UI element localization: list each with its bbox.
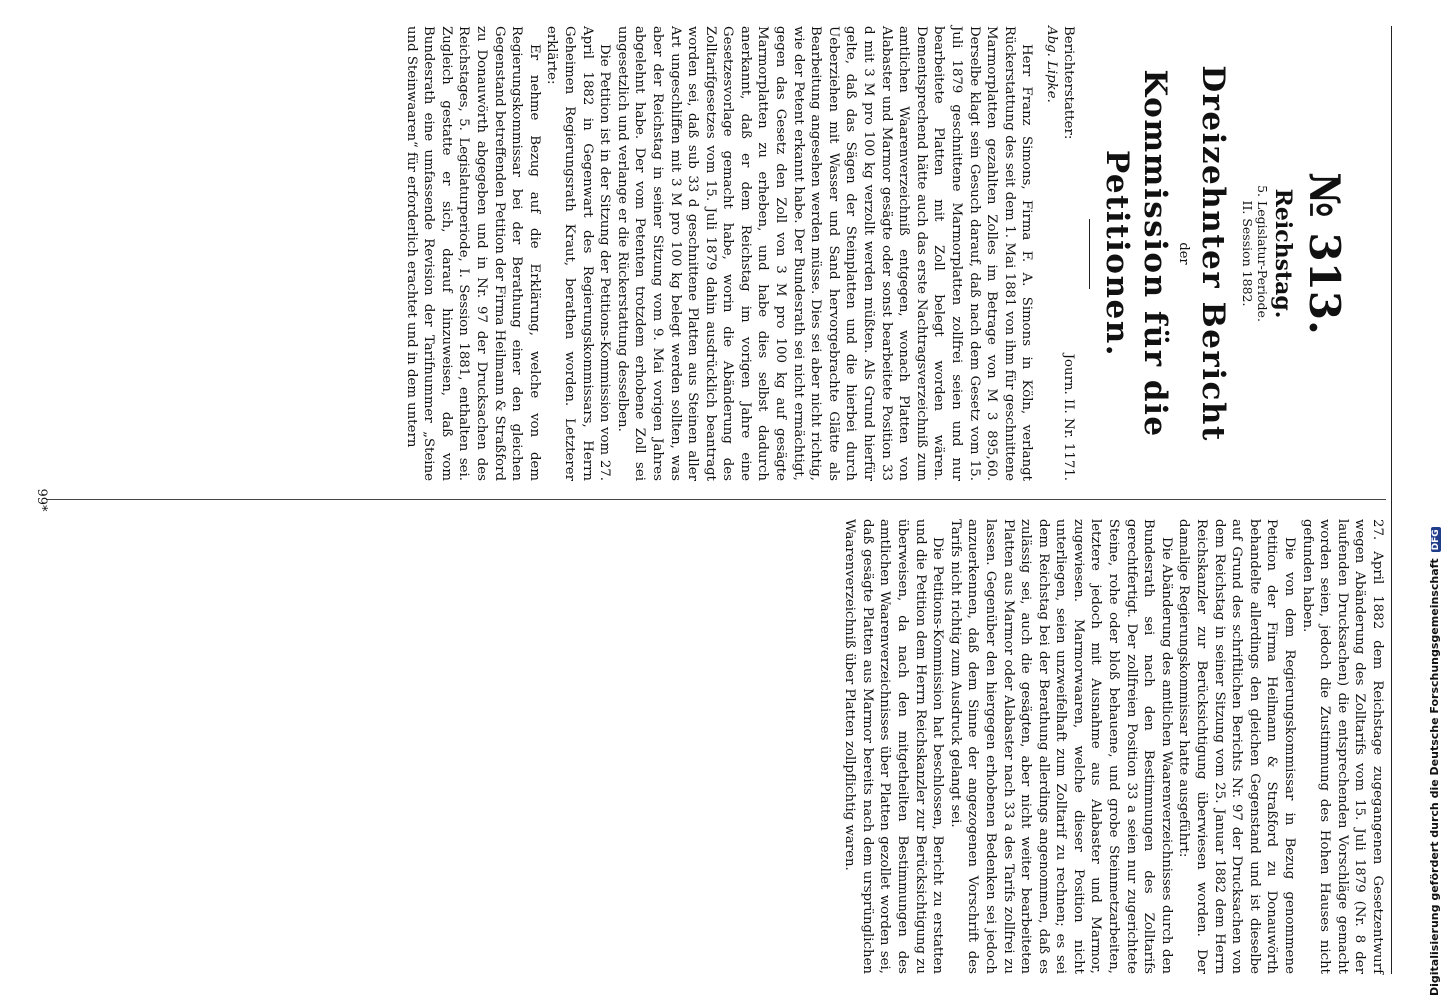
issue-number: № 313. — [1300, 172, 1349, 335]
heading-rule — [1089, 219, 1090, 289]
left-column — [402, 26, 1386, 481]
header-rule — [1391, 26, 1392, 974]
digitization-credit — [1428, 527, 1441, 996]
paragraph: Herr Franz Simons, Firma F. A. Simons in Köln, verlangt Rückerstattung des seit dem 1. Mai 1881 von ihm für geschnittene Marmorplatten gezahlten Zolles im Betrage von M 3 895,60. Derselbe klagt sein Gesuch darauf, daß nach dem Gesetz vom 15. Juli 1879 geschnittene Marmorplatten zollfrei seien und nur bearbeitete Platten mit Zoll belegt worden wären. Dementsprechend hätte auch das erste Nachtragsverzeichniß zum amtlichen Waarenverzeichniß entgegen, wonach Platten von Alabaster und Marmor gesägte oder sonst bearbeitete Position 33 d mit 3 M pro 100 kg verzollt werden müßten. Als Grund hierfür gelte, daß das Sägen der Steinplatten und die hierbei durch Ueberziehen mit Wasser und Sand hervorgebrachte Glätte als Bearbeitung angesehen werden müsse. Dies sei aber nicht richtig, wie der Petent erkannt habe. Der Bundesrath sei nicht ermächtigt, gegen das Gesetz den Zoll von 3 M pro 100 kg auf gesägte Marmorplatten zu erheben, und habe dies selbst dadurch anerkannt, daß er dem Reichstag im vorigen Jahre eine Gesetzesvorlage gemacht habe, worin die Abänderung des Zolltarifgesetzes vom 15. Juli 1879 dahin ausdrücklich beantragt worden sei, daß sub 33 d geschnittene Platten aus Steinen aller Art ungeschliffen mit 3 M pro 100 kg belegt werden sollten, was aber der Reichstag in seiner Sitzung vom 9. Mai vorigen Jahres abgelehnt habe. Der vom Petenten trotzdem erhobene Zoll sei ungesetzlich und verlange er die Rückerstattung desselben. — [614, 26, 1035, 481]
reporter-name: Abg. Lipke. — [1044, 26, 1060, 103]
report-subtitle: Kommission für die Petitionen. — [1099, 69, 1174, 438]
digitization-sidebar — [1412, 0, 1441, 1000]
digitization-credit-text: Digitalisierung gefördert durch die Deutsche Forschungsgemeinschaft — [1428, 558, 1441, 996]
dfg-logo-icon: DFG — [1431, 529, 1441, 551]
reporter — [1043, 26, 1077, 139]
body-name: Reichstag. — [1270, 188, 1296, 319]
report-meta — [1041, 26, 1077, 481]
paragraph: Die Petitions-Kommission hat beschlossen, Bericht zu erstatten und die Petition dem Herrn Reichskanzler zur Berücksichtigung zu überweisen, da nach den mitgetheilten Bestimmungen des amtlichen Waarenverzeichnisses über Platten gezollet worden sei, daß gesägte Platten aus Marmor bereits nach dem ursprünglichen Waarenverzeichniß über Platten zollpflichtig waren. — [842, 519, 946, 974]
paragraph: Er nehme Bezug auf die Erklärung, welche von dem Regierungskommissar bei der Berathung einer den gleichen Gegenstand betreffenden Petition der Firma Heilmann & Straßford zu Donauwörth abgegeben und in Nr. 97 der Drucksachen des Reichstages, 5. Legislaturperiode, I. Session 1881, enthalten sei. Zugleich gestatte er sich, darauf hinzuweisen, daß vom Bundesrath eine umfassende Revision der Tarifnummer „Steine und Steinwaaren“ für erforderlich erachtet und in dem untern — [403, 26, 542, 481]
paragraph: Die Abänderung des amtlichen Waarenverzeichnisses durch den Bundesrath sei nach den Bestimmungen des Zolltarifs gerechtfertigt. Der zollfreien Position 33 a seien nur zugerichtete Steine, rohe oder bloß behauene, und grobe Steinmetzarbeiten, letztere jedoch mit Ausnahme aus Alabaster und Marmor, zugewiesen. Marmorwaaren, welche dieser Position nicht unterliegen, seien unzweifelhaft zum Zolltarif zu rechnen; es sei dem Reichstag bei der Berathung allerdings angenommen, daß es zulässig sei, auch die gesägten, aber nicht weiter bearbeiteten Platten aus Marmor oder Alabaster nach 33 a des Tarifs zollfrei zu lassen. Gegenüber den hiergegen erhobenen Bedenken sei jedoch anzuerkennen, daß dem Sinne der angezogenen Vorschrift des Tarifs nicht richtig zum Ausdruck gelangt sei. — [947, 519, 1174, 974]
paragraph: 27. April 1882 dem Reichstage zugegangenen Gesetzentwurf wegen Abänderung des Zolltarifs vom 15. Juli 1879 (Nr. 8 der laufenden Drucksachen) die entsprechenden Vorschläge gemacht worden seien, jedoch die Zustimmung des Hohen Hauses nicht gefunden haben. — [1299, 519, 1385, 974]
sheet-mark: 99* — [34, 488, 49, 512]
session-line-2: II. Session 1882. — [1240, 200, 1255, 307]
report-title: Dreizehnter Bericht — [1195, 65, 1231, 442]
paragraph: Die von dem Regierungskommissar in Bezug genommene Petition der Firma Heilmann & Straßford zu Donauwörth behandelte allerdings den gleichen Gegenstand und ist dieselbe auf Grund des schriftlichen Berichts Nr. 97 der Drucksachen von dem Reichstag in seiner Sitzung vom 25. Januar 1882 dem Herrn Reichskanzler zur Berücksichtigung überwiesen worden. Der damalige Regierungskommissar hatte ausgeführt: — [1176, 519, 1298, 974]
paragraph: Die Petition ist in der Sitzung der Petitions-Kommission vom 27. April 1882 in Gegenwart des Regierungskommissars, Herrn Geheimen Regierungsrath Kraut, berathen worden. Letzterer erklärte: — [544, 26, 613, 481]
report-title-der: der — [1176, 242, 1191, 265]
reporter-label: Berichterstatter: — [1061, 26, 1077, 140]
journal-reference: Journ. II. Nr. 1171. — [1061, 353, 1077, 481]
column-divider — [46, 499, 1386, 500]
session-line-1: 5. Legislatur-Periode. — [1255, 185, 1270, 322]
right-column — [841, 519, 1386, 974]
report-heading — [1089, 26, 1348, 481]
